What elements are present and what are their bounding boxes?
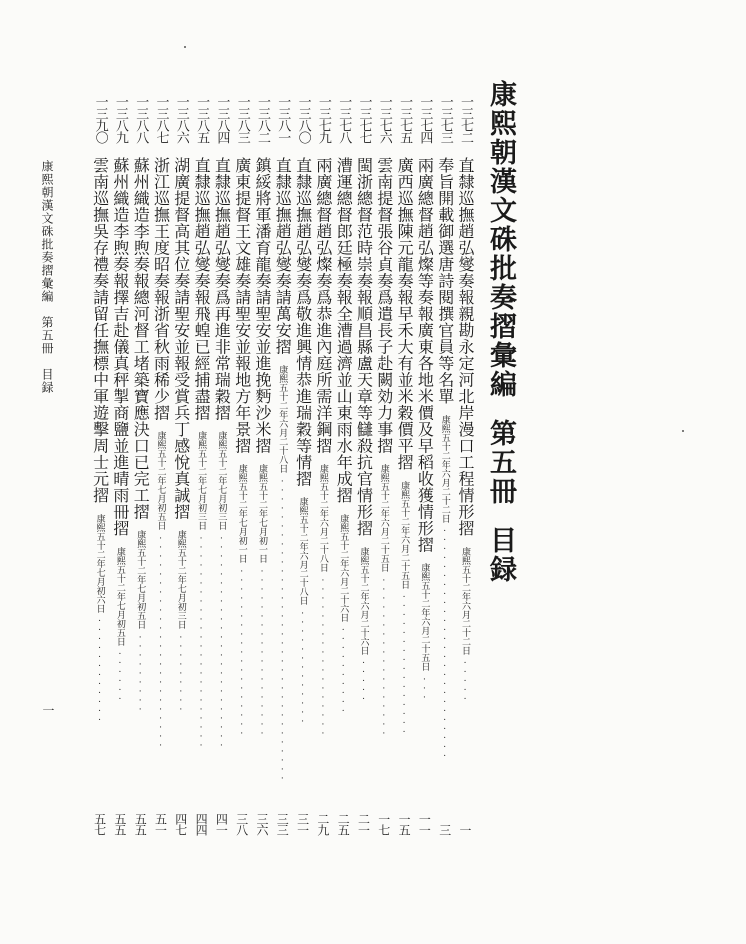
entry-date: 康熙五十二年七月初一日: [257, 464, 267, 563]
entry-number: 一三八五: [194, 95, 210, 143]
entry-title: 直隸巡撫趙弘燮奏請萬安摺: [273, 157, 293, 355]
entry-page: 二五: [336, 813, 351, 835]
toc-entry: [272, 95, 292, 835]
dot-leader: ··················: [317, 576, 328, 738]
dot-leader: ··················: [378, 576, 389, 738]
entry-line: [151, 157, 171, 750]
entry-number: 一三七四: [417, 95, 433, 143]
entry-date: 康熙五十二年六月二十二日: [460, 546, 470, 655]
entry-number: 一三七二: [458, 95, 473, 143]
dot-leader: ·············: [297, 609, 308, 726]
entry-page: 一七: [376, 813, 391, 835]
entry-page: 四四: [194, 813, 209, 835]
section-label: 目録: [485, 526, 516, 584]
dot-leader: ············: [94, 616, 105, 725]
entry-title: 湖廣提督高其位奏請聖安並報受賞兵丁感悅真誠摺: [171, 157, 191, 520]
entry-line: [455, 157, 475, 704]
entry-title: 直隸巡撫趙弘燮奏爲敬進興情恭進瑞穀等情摺: [293, 157, 313, 487]
entry-title: 鎮綏將軍潘育龍奏請聖安並進挽麪沙米摺: [253, 157, 272, 454]
entry-number: 一三八一: [275, 95, 291, 143]
entry-date: 康熙五十二年七月初三日: [175, 530, 186, 629]
entry-line: [374, 157, 394, 738]
entry-number: 一三八七: [153, 95, 169, 143]
dot-leader: ·········: [175, 633, 186, 714]
entry-line: [252, 157, 272, 738]
entry-page: 二九: [315, 813, 330, 835]
entry-page: 五五: [112, 813, 127, 835]
entry-date: 康熙五十二年六月二十八日: [297, 497, 308, 605]
entry-title: 浙江巡撫王度昭奏報浙省秋雨稀少摺: [151, 157, 171, 421]
entry-line: [414, 157, 434, 702]
entry-page: 四一: [214, 813, 229, 835]
toc-entry: [394, 95, 414, 835]
toc-entry: [130, 95, 150, 835]
toc-entry: [252, 95, 272, 835]
dot-leader: ·····: [460, 658, 470, 704]
entry-page: 三三: [275, 813, 290, 835]
toc-entry: [455, 95, 475, 835]
dot-leader: ················: [399, 592, 410, 737]
dot-leader: ························: [155, 534, 166, 750]
toc-entry: [232, 95, 252, 835]
entry-title: 蘇州織造李煦奏報擇吉赴儀真秤掣商鹽並進晴雨冊摺: [110, 157, 130, 537]
entry-number: 一三七九: [315, 95, 331, 143]
entry-page: 五七: [92, 813, 107, 835]
entry-date: 康熙五十二年七月初六日: [94, 513, 105, 613]
entry-number: 一三八二: [255, 95, 270, 143]
toc-entry: [211, 95, 231, 835]
entry-title: 閩浙總督范時崇奏報順昌縣盧天章等讎殺抗官情形摺: [354, 157, 374, 537]
entry-number: 一三八四: [214, 95, 230, 143]
entry-page: 三: [437, 824, 452, 835]
speck-mark: [184, 46, 186, 48]
entry-number: 一三八六: [173, 95, 189, 143]
entry-date: 康熙五十二年六月二十八日: [277, 365, 288, 473]
speck-mark: [682, 430, 684, 432]
entry-date: 康熙五十二年六月二十五日: [378, 464, 389, 572]
entry-page: 一: [458, 824, 472, 835]
entry-page: 二一: [356, 813, 371, 835]
entry-number: 一三七七: [356, 95, 372, 143]
page-title: [480, 80, 520, 600]
entry-line: [313, 157, 333, 738]
toc-entry: [90, 95, 110, 835]
entry-date: 康熙五十二年七月初五日: [155, 431, 166, 530]
entry-date: 康熙五十二年七月初三日: [216, 431, 227, 530]
entry-number: 一三八八: [133, 95, 149, 143]
entry-number: 一三七六: [376, 95, 392, 143]
entry-line: [171, 157, 191, 714]
entry-date: 康熙五十二年七月初五日: [135, 530, 146, 629]
entry-title: 漕運總督郎廷極奏報全漕過濟並山東雨水年成摺: [334, 157, 354, 504]
entry-number: 一三九〇: [92, 95, 108, 143]
entry-number: 一三七五: [397, 95, 413, 143]
entry-line: [394, 157, 414, 737]
entry-title: 雲南提督張谷貞奏爲遣長子赴闕効力事摺: [374, 157, 394, 454]
running-head: 康熙朝漢文硃批奏摺彙編 第五冊 目録: [40, 160, 54, 394]
entry-number: 一三七八: [336, 95, 352, 143]
entry-line: [435, 157, 455, 761]
entry-line: [354, 157, 374, 704]
entry-line: [232, 157, 252, 738]
dot-leader: ·····: [358, 658, 369, 704]
entry-line: [90, 157, 110, 725]
entry-page: 三八: [234, 813, 249, 835]
dot-leader: ······: [114, 649, 125, 704]
entry-number: 一三八九: [112, 95, 128, 143]
toc-entry: [293, 95, 313, 835]
entry-title: 奉旨開載御選唐詩閱撰官員等名單: [435, 157, 455, 405]
entry-line: [272, 157, 292, 783]
entry-date: 康熙五十二年六月二十六日: [338, 513, 349, 622]
entry-title: 廣西巡撫陳元龍奏報早禾大有並米穀價平摺: [395, 157, 415, 471]
entry-number: 一三七三: [437, 95, 453, 143]
dot-leader: ···················: [257, 567, 267, 738]
toc-entry: [333, 95, 353, 835]
toc-entry: [110, 95, 130, 835]
entry-title: 直隸巡撫趙弘燮奏爲再進非常瑞穀摺: [212, 157, 232, 421]
entry-number: 一三八〇: [295, 95, 311, 143]
entry-line: [293, 157, 313, 726]
toc-entry: [414, 95, 434, 835]
entry-date: 康熙五十二年六月二十二日: [439, 414, 450, 523]
entry-date: 康熙五十二年六月二十五日: [419, 563, 430, 671]
dot-leader: ·········: [135, 633, 146, 714]
entry-date: 康熙五十二年六月二十五日: [399, 480, 410, 589]
dot-leader: ···················: [236, 567, 247, 738]
book-title: 康熙朝漢文硃批奏摺彙編: [485, 80, 516, 399]
dot-leader: ··························: [439, 526, 450, 761]
entry-line: [110, 157, 130, 704]
entry-page: 五一: [153, 813, 168, 835]
entry-title: 蘇州織造李煦奏報總河督工堵築寶應決口已完工摺: [131, 157, 151, 520]
entry-page: 三六: [255, 813, 269, 835]
dot-leader: ························: [216, 534, 227, 750]
entry-page: 一五: [397, 813, 412, 835]
entry-title: 廣東提督王文雄奏請聖安並報地方年景摺: [232, 157, 252, 454]
entry-line: [130, 157, 150, 714]
dot-leader: ···: [419, 675, 430, 702]
entry-title: 直隸巡撫趙弘燮奏報飛蝗已經捕盡摺: [192, 157, 212, 421]
toc-entry: [354, 95, 374, 835]
entry-page: 四七: [173, 813, 188, 835]
toc-entry: [313, 95, 333, 835]
volume-label: 第五冊: [485, 419, 516, 506]
entry-title: 直隸巡撫趙弘燮奏報親勘永定河北岸漫口工程情形摺: [456, 157, 475, 537]
entry-page: 五五: [133, 813, 148, 835]
toc-entry: [151, 95, 171, 835]
dot-leader: ··········: [338, 625, 349, 716]
entry-title: 雲南巡撫吳存禮奏請留任撫標中軍遊擊周士元摺: [90, 157, 110, 504]
toc-entry: [435, 95, 455, 835]
toc-entry: [374, 95, 394, 835]
entry-line: [211, 157, 231, 750]
folio-number: 一: [41, 704, 55, 716]
entry-line: [191, 157, 211, 750]
dot-leader: ··································: [277, 477, 288, 783]
entry-date: 康熙五十二年七月初一日: [236, 464, 247, 563]
toc-entry: [191, 95, 211, 835]
dot-leader: ························: [196, 534, 207, 750]
entry-page: 一一: [417, 813, 432, 835]
entry-title: 兩廣總督趙弘燦奏爲恭進內庭所需洋鋼摺: [313, 157, 333, 454]
entry-date: 康熙五十二年七月初三日: [196, 431, 207, 530]
entry-date: 康熙五十二年六月二十六日: [358, 546, 369, 655]
entry-title: 兩廣總督趙弘燦等奏報廣東各地米價及早稻收獲情形摺: [415, 157, 435, 553]
entry-date: 康熙五十二年七月初五日: [114, 546, 125, 646]
entry-line: [333, 157, 353, 716]
entry-date: 康熙五十二年六月二十八日: [317, 464, 328, 572]
toc-entry: [171, 95, 191, 835]
entry-number: 一三八三: [234, 95, 250, 143]
entry-page: 三一: [295, 813, 310, 835]
